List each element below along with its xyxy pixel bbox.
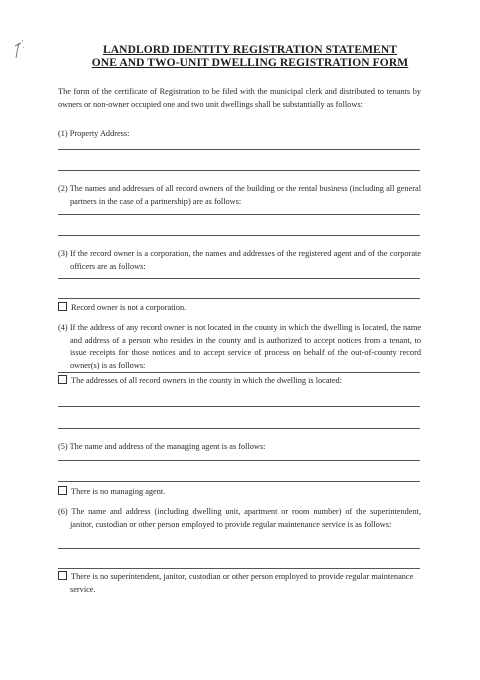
superintendent-line-1[interactable]: [58, 548, 420, 549]
corporation-line-2[interactable]: [58, 298, 420, 299]
item-6-superintendent: (6) The name and address (including dwelling unit, apartment or room number) of the superintendent, janitor, custodian or other person employed to provide regular maintenance service is as follows:: [58, 507, 421, 529]
item-4-out-of-county: (4) If the address of any record owner is not located in the county in which the dwelling is located, the name and address of a person who resides in the county and is authorized to accept notices from a tenant, to issue receipts for those notices and to accept service of process on behalf of the out-of-county record owner(s) is as follows:: [58, 323, 421, 370]
out-of-county-line[interactable]: [58, 372, 420, 373]
no-agent-label: There is no managing agent.: [71, 487, 166, 496]
in-county-line-2[interactable]: [58, 428, 420, 429]
no-agent-checkbox-row[interactable]: [58, 486, 421, 497]
intro-paragraph: The form of the certificate of Registration to be filed with the municipal clerk and distributed to tenants by owners or non-owner occupied one and two unit dwellings shall be substantially as follows:: [58, 87, 421, 109]
all-in-county-checkbox[interactable]: [58, 375, 67, 384]
no-super-label: There is no superintendent, janitor, custodian or other person employed to provide regular maintenance service.: [70, 572, 414, 594]
not-corporation-checkbox-row[interactable]: [58, 302, 421, 313]
managing-agent-line-1[interactable]: [58, 460, 420, 461]
record-owners-line-2[interactable]: [58, 235, 420, 236]
not-corporation-label: Record owner is not a corporation.: [71, 303, 187, 312]
property-address-line-2[interactable]: [58, 170, 420, 171]
not-corporation-checkbox[interactable]: [58, 302, 67, 311]
superintendent-line-2[interactable]: [58, 568, 420, 569]
item-3-corporation: (3) If the record owner is a corporation, the names and addresses of the registered agent and of the corporate officers are as follows:: [58, 249, 421, 271]
all-in-county-checkbox-row[interactable]: [58, 375, 421, 386]
no-agent-checkbox[interactable]: [58, 486, 67, 495]
item-1-property-address: (1) Property Address:: [58, 129, 130, 138]
no-super-checkbox[interactable]: [58, 571, 67, 580]
pen-mark-icon: [12, 38, 28, 66]
in-county-line-1[interactable]: [58, 406, 420, 407]
item-5-managing-agent: (5) The name and address of the managing agent is as follows:: [58, 442, 266, 451]
no-super-checkbox-row[interactable]: [58, 571, 421, 596]
item-2-record-owners: (2) The names and addresses of all record owners of the building or the rental business (including all general partners in the case of a partnership) are as follows:: [58, 184, 421, 206]
corporation-line-1[interactable]: [58, 278, 420, 279]
all-in-county-label: The addresses of all record owners in the county in which the dwelling is located:: [71, 376, 342, 385]
form-title-line2: ONE AND TWO-UNIT DWELLING REGISTRATION FORM: [91, 57, 409, 69]
record-owners-line-1[interactable]: [58, 214, 420, 215]
property-address-line-1[interactable]: [58, 149, 420, 150]
managing-agent-line-2[interactable]: [58, 481, 420, 482]
form-title-line1: LANDLORD IDENTITY REGISTRATION STATEMENT: [102, 44, 397, 56]
